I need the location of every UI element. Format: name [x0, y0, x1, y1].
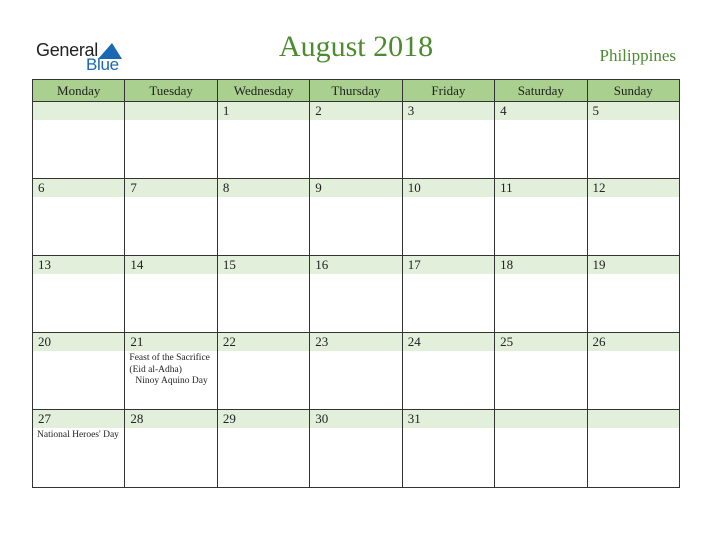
weekday-header: Tuesday: [125, 80, 217, 102]
day-cell: [310, 410, 402, 488]
day-cell: [495, 179, 587, 256]
day-number: [125, 102, 216, 120]
day-number: 5: [588, 102, 679, 120]
day-number: 3: [403, 102, 494, 120]
holiday-label: Ninoy Aquino Day: [135, 376, 208, 386]
day-number: 7: [125, 179, 216, 197]
day-number: 11: [495, 179, 586, 197]
day-cell: [402, 333, 494, 410]
day-cell: [310, 333, 402, 410]
day-number: 14: [125, 256, 216, 274]
week-row: [33, 410, 680, 488]
day-cell: [587, 179, 679, 256]
holiday-label: National Heroes' Day: [37, 430, 119, 440]
calendar-title: August 2018: [278, 30, 434, 63]
week-row: [33, 179, 680, 256]
day-cell: [33, 333, 125, 410]
day-number: 1: [218, 102, 309, 120]
day-cell: [402, 410, 494, 488]
day-number: 13: [33, 256, 124, 274]
day-number: 26: [588, 333, 679, 351]
week-row: [33, 333, 680, 410]
day-number: 30: [310, 410, 401, 428]
day-number: 31: [403, 410, 494, 428]
day-number: 22: [218, 333, 309, 351]
day-cell: [125, 179, 217, 256]
day-number: 23: [310, 333, 401, 351]
day-number: [588, 410, 679, 428]
day-number: 17: [403, 256, 494, 274]
day-cell: [495, 333, 587, 410]
day-cell: [33, 179, 125, 256]
day-number: 24: [403, 333, 494, 351]
day-cell: [310, 102, 402, 179]
day-number: 4: [495, 102, 586, 120]
day-number: 18: [495, 256, 586, 274]
week-row: [33, 102, 680, 179]
day-number: 6: [33, 179, 124, 197]
holiday-label: Feast of the Sacrifice (Eid al-Adha): [129, 353, 210, 375]
day-number: 25: [495, 333, 586, 351]
day-number: 20: [33, 333, 124, 351]
day-cell: [402, 256, 494, 333]
day-number: 8: [218, 179, 309, 197]
day-cell: [587, 410, 679, 488]
day-cell: [310, 179, 402, 256]
day-cell: [402, 179, 494, 256]
logo-word-general: General: [36, 40, 98, 60]
day-number: 12: [588, 179, 679, 197]
day-cell: [310, 256, 402, 333]
weekday-header: Friday: [402, 80, 494, 102]
weekday-header-row: [33, 80, 680, 102]
weekday-header: Thursday: [310, 80, 402, 102]
day-number: 16: [310, 256, 401, 274]
day-cell: [402, 102, 494, 179]
day-cell: [217, 333, 309, 410]
day-cell: [495, 102, 587, 179]
day-number: 9: [310, 179, 401, 197]
day-cell: [587, 256, 679, 333]
day-cell: [33, 256, 125, 333]
day-cell: [33, 102, 125, 179]
day-cell: [125, 102, 217, 179]
day-number: 28: [125, 410, 216, 428]
day-cell: [125, 256, 217, 333]
day-cell: [495, 410, 587, 488]
day-cell: [217, 179, 309, 256]
week-row: [33, 256, 680, 333]
day-cell: [217, 410, 309, 488]
country-name: Philippines: [599, 46, 676, 65]
day-cell: [125, 410, 217, 488]
day-number: [33, 102, 124, 120]
day-number: 10: [403, 179, 494, 197]
weekday-header: Wednesday: [217, 80, 309, 102]
day-number: 19: [588, 256, 679, 274]
day-cell: [495, 256, 587, 333]
day-cell: [217, 102, 309, 179]
day-cell: [587, 333, 679, 410]
day-number: 29: [218, 410, 309, 428]
weekday-header: Monday: [33, 80, 125, 102]
day-cell: [125, 333, 217, 410]
weekday-header: Saturday: [495, 80, 587, 102]
day-cell: [217, 256, 309, 333]
day-number: 15: [218, 256, 309, 274]
logo-word-blue: Blue: [86, 55, 119, 74]
day-number: [495, 410, 586, 428]
day-number: 21: [125, 333, 216, 351]
day-cell: [33, 410, 125, 488]
day-cell: [587, 102, 679, 179]
weekday-header: Sunday: [587, 80, 679, 102]
day-number: 2: [310, 102, 401, 120]
day-number: 27: [33, 410, 124, 428]
calendar-grid: [32, 79, 680, 488]
